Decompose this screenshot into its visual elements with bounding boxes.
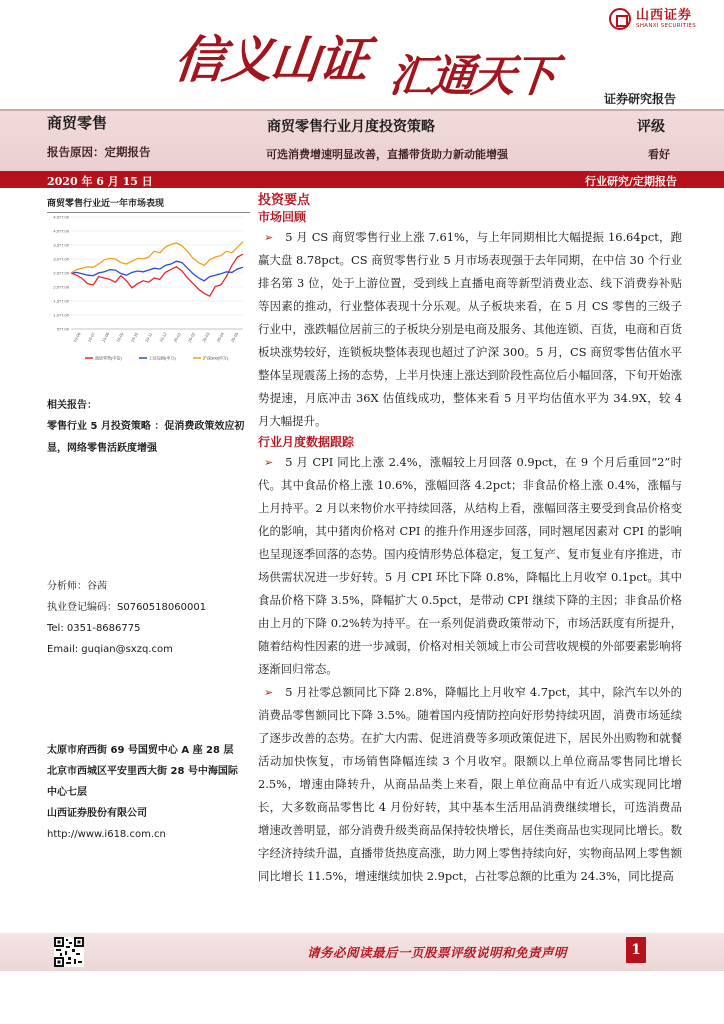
logo-cn: 山西证券 (636, 7, 693, 23)
address-taiyuan: 太原市府西街 69 号国贸中心 A 座 28 层 (47, 745, 234, 756)
report-type: 证券研究报告 (603, 92, 676, 106)
report-category: 行业研究/定期报告 (584, 175, 677, 188)
page-number: 1 (626, 937, 646, 963)
chart-y-tick-label: 2,577.00 (53, 270, 69, 276)
chart-x-tick-label: 19-08 (100, 331, 111, 343)
chart-x-tick-label: 20-02 (186, 331, 197, 343)
report-subtitle: 可选消费增速明显改善，直播带货助力新动能增强 (266, 148, 508, 161)
address-beijing: 北京市西城区平安里西大街 28 号中海国际中心七层 (47, 766, 238, 798)
qr-code-icon (54, 937, 84, 967)
rating-label: 评级 (637, 119, 665, 135)
chart-y-tick-label: 1,577.00 (53, 298, 69, 304)
arrow-bullet-icon: ➢ (264, 231, 274, 244)
chart-y-tick-label: 3,077.00 (53, 256, 69, 262)
logo-mark-icon (609, 8, 631, 30)
chart-legend-label: 沪深300(申万) (203, 355, 229, 361)
chart-x-tick-label: 20-05 (229, 331, 240, 343)
logo-en: SHANXI SECURITIES (636, 22, 696, 29)
rating-value: 看好 (648, 148, 670, 161)
market-performance-chart (47, 211, 250, 366)
chart-y-tick-label: 1,077.00 (53, 312, 69, 318)
slogan-part2: 汇通天下 (386, 51, 557, 102)
chart-y-tick-label: 3,577.00 (53, 242, 69, 248)
chart-y-tick-label: 4,577.00 (53, 214, 69, 220)
chart-y-tick-label: 4,077.00 (53, 228, 69, 234)
analyst-name: 分析师：谷茜 (47, 581, 107, 592)
chart-y-tick-label: 577.00 (56, 326, 69, 332)
main-content (258, 192, 682, 888)
chart-x-tick-label: 19-11 (143, 331, 154, 343)
chart-legend-label: 商贸零售(中信) (95, 355, 122, 361)
related-reports-heading: 相关报告： (47, 400, 97, 411)
chart-x-tick-label: 19-06 (72, 331, 82, 343)
chart-x-tick-label: 20-03 (201, 331, 211, 343)
report-reason: 报告原因：定期报告 (47, 145, 151, 159)
arrow-bullet-icon: ➢ (264, 686, 274, 699)
industry-name: 商贸零售 (47, 114, 108, 132)
company-addresses (47, 740, 247, 845)
chart-y-tick-label: 2,077.00 (53, 284, 69, 290)
header-banner (0, 0, 724, 110)
cpi-paragraph: ➢ 5 月 CPI 同比上涨 2.4%，涨幅较上月回落 0.9pct，在 9 个月后重回“2”时代。其中食品价格上涨 10.6%，涨幅回落 4.2pct；非食品价格上涨 0.4%，涨幅与上月持平。2 月以来物价水平持续回落，从结构上看，涨幅回落主要受到食品价格变化的影响，其中猪肉价格对 CPI 的推升作用逐步回落，同时翘尾因素对 CPI 的影响也呈现逐季回落的态势。国内疫情形势总体稳定，复工复产、复市复业有序推进，市场供需状况进一步好转。5 月 CPI 环比下降 0.8%，降幅比上月收窄 0.1pct。其中食品价格下降 3.5%，降幅扩大 0.5pct，是带动 CPI 继续下降的主因；非食品价格由上月的下降 0.2%转为持平。在一系列促消费政策带动下，市场活跃度有所提升，随着结构性因素的进一步减弱，价格对相关领域上市公司营收规模的外部要素影响将逐渐回归常态。 (258, 455, 682, 676)
chart-x-tick-label: 19-09 (115, 331, 125, 343)
analyst-tel: Tel: 0351-8686775 (47, 623, 141, 634)
slogan-part1: 信义山证 (171, 30, 370, 89)
arrow-bullet-icon: ➢ (264, 456, 274, 469)
chart-svg (47, 211, 250, 366)
market-review-heading: 市场回顾 (258, 210, 307, 224)
company-website[interactable]: http://www.i618.com.cn (47, 829, 166, 840)
chart-x-tick-label: 19-10 (129, 331, 139, 343)
chart-title: 商贸零售行业近一年市场表现 (47, 196, 250, 213)
retail-sales-paragraph: ➢ 5 月社零总额同比下降 2.8%，降幅比上月收窄 4.7pct，其中，除汽车以外的消费品零售额同比下降 3.5%。随着国内疫情防控向好形势持续巩固，消费市场延续了逐步改善的态势。在扩大内需、促进消费等多项政策促进下，居民外出购物和就餐活动加快恢复，市场销售降幅连续 3 个月收窄。限额以上单位商品零售同比增长 2.5%，增速由降转升，从商品品类上来看，限上单位商品中有近八成实现同比增长，大多数商品零售比 4 月份好转，其中基本生活用品消费继续增长，可选消费品增速改善明显，部分消费升级类商品保持较快增长，居住类商品也实现同比增长。数字经济持续升温，直播带货热度高涨，助力网上零售持续向好，实物商品网上零售额同比增长 11.5%，增速继续加快 2.9pct，占社零总额的比重为 24.3%，同比提高 (258, 685, 682, 883)
company-name: 山西证券股份有限公司 (47, 808, 147, 819)
market-review-paragraph: ➢ 5 月 CS 商贸零售行业上涨 7.61%，与上年同期相比大幅提振 16.64pct，跑赢大盘 8.78pct。CS 商贸零售行业 5 月市场表现强于去年同期，在中信 30 个行业排名第 3 位，处于上游位置，受到线上直播电商等新型消费业态、线下消费券补贴等因素的推动，行业整体表现十分乐观。从子板块来看，在 5 月 CS 零售的三级子行业中，涨跌幅位居前三的子板块分别是电商及服务、其他连锁、百货，电商和百货板块涨势较好，连锁板块整体表现也超过了沪深 300。5 月，CS 商贸零售估值水平整体呈现震荡上扬的态势，上半月快速上涨达到阶段性高位后小幅回落，下旬开始涨势提速，月底冲击 36X 估值线成功，整体来看 5 月平均估值水平为 34.9X，较 4 月大幅提升。 (258, 230, 682, 428)
key-points-heading: 投资要点 (258, 193, 311, 208)
industry-data-heading: 行业月度数据跟踪 (258, 435, 355, 449)
analyst-email[interactable]: Email: guqian@sxzq.com (47, 644, 173, 655)
chart-x-tick-label: 20-04 (215, 331, 225, 343)
related-report-link[interactable]: 零售行业 5 月投资策略 ：促消费政策效应初显，网络零售活跃度增强 (47, 421, 245, 454)
license-number: 执业登记编码：S0760518060001 (47, 602, 207, 613)
chart-x-tick-label: 19-07 (86, 331, 96, 343)
report-title: 商贸零售行业月度投资策略 (267, 119, 435, 135)
company-logo (609, 8, 696, 30)
chart-legend-label: 上证综指(申万) (149, 355, 176, 361)
chart-x-tick-label: 20-01 (172, 331, 182, 343)
chart-series-line (71, 261, 243, 281)
disclaimer-notice: 请务必阅读最后一页股票评级说明和免责声明 (307, 945, 568, 960)
report-date: 2020 年 6 月 15 日 (47, 175, 153, 188)
analyst-contacts (47, 597, 206, 660)
chart-x-tick-label: 19-12 (158, 331, 168, 343)
